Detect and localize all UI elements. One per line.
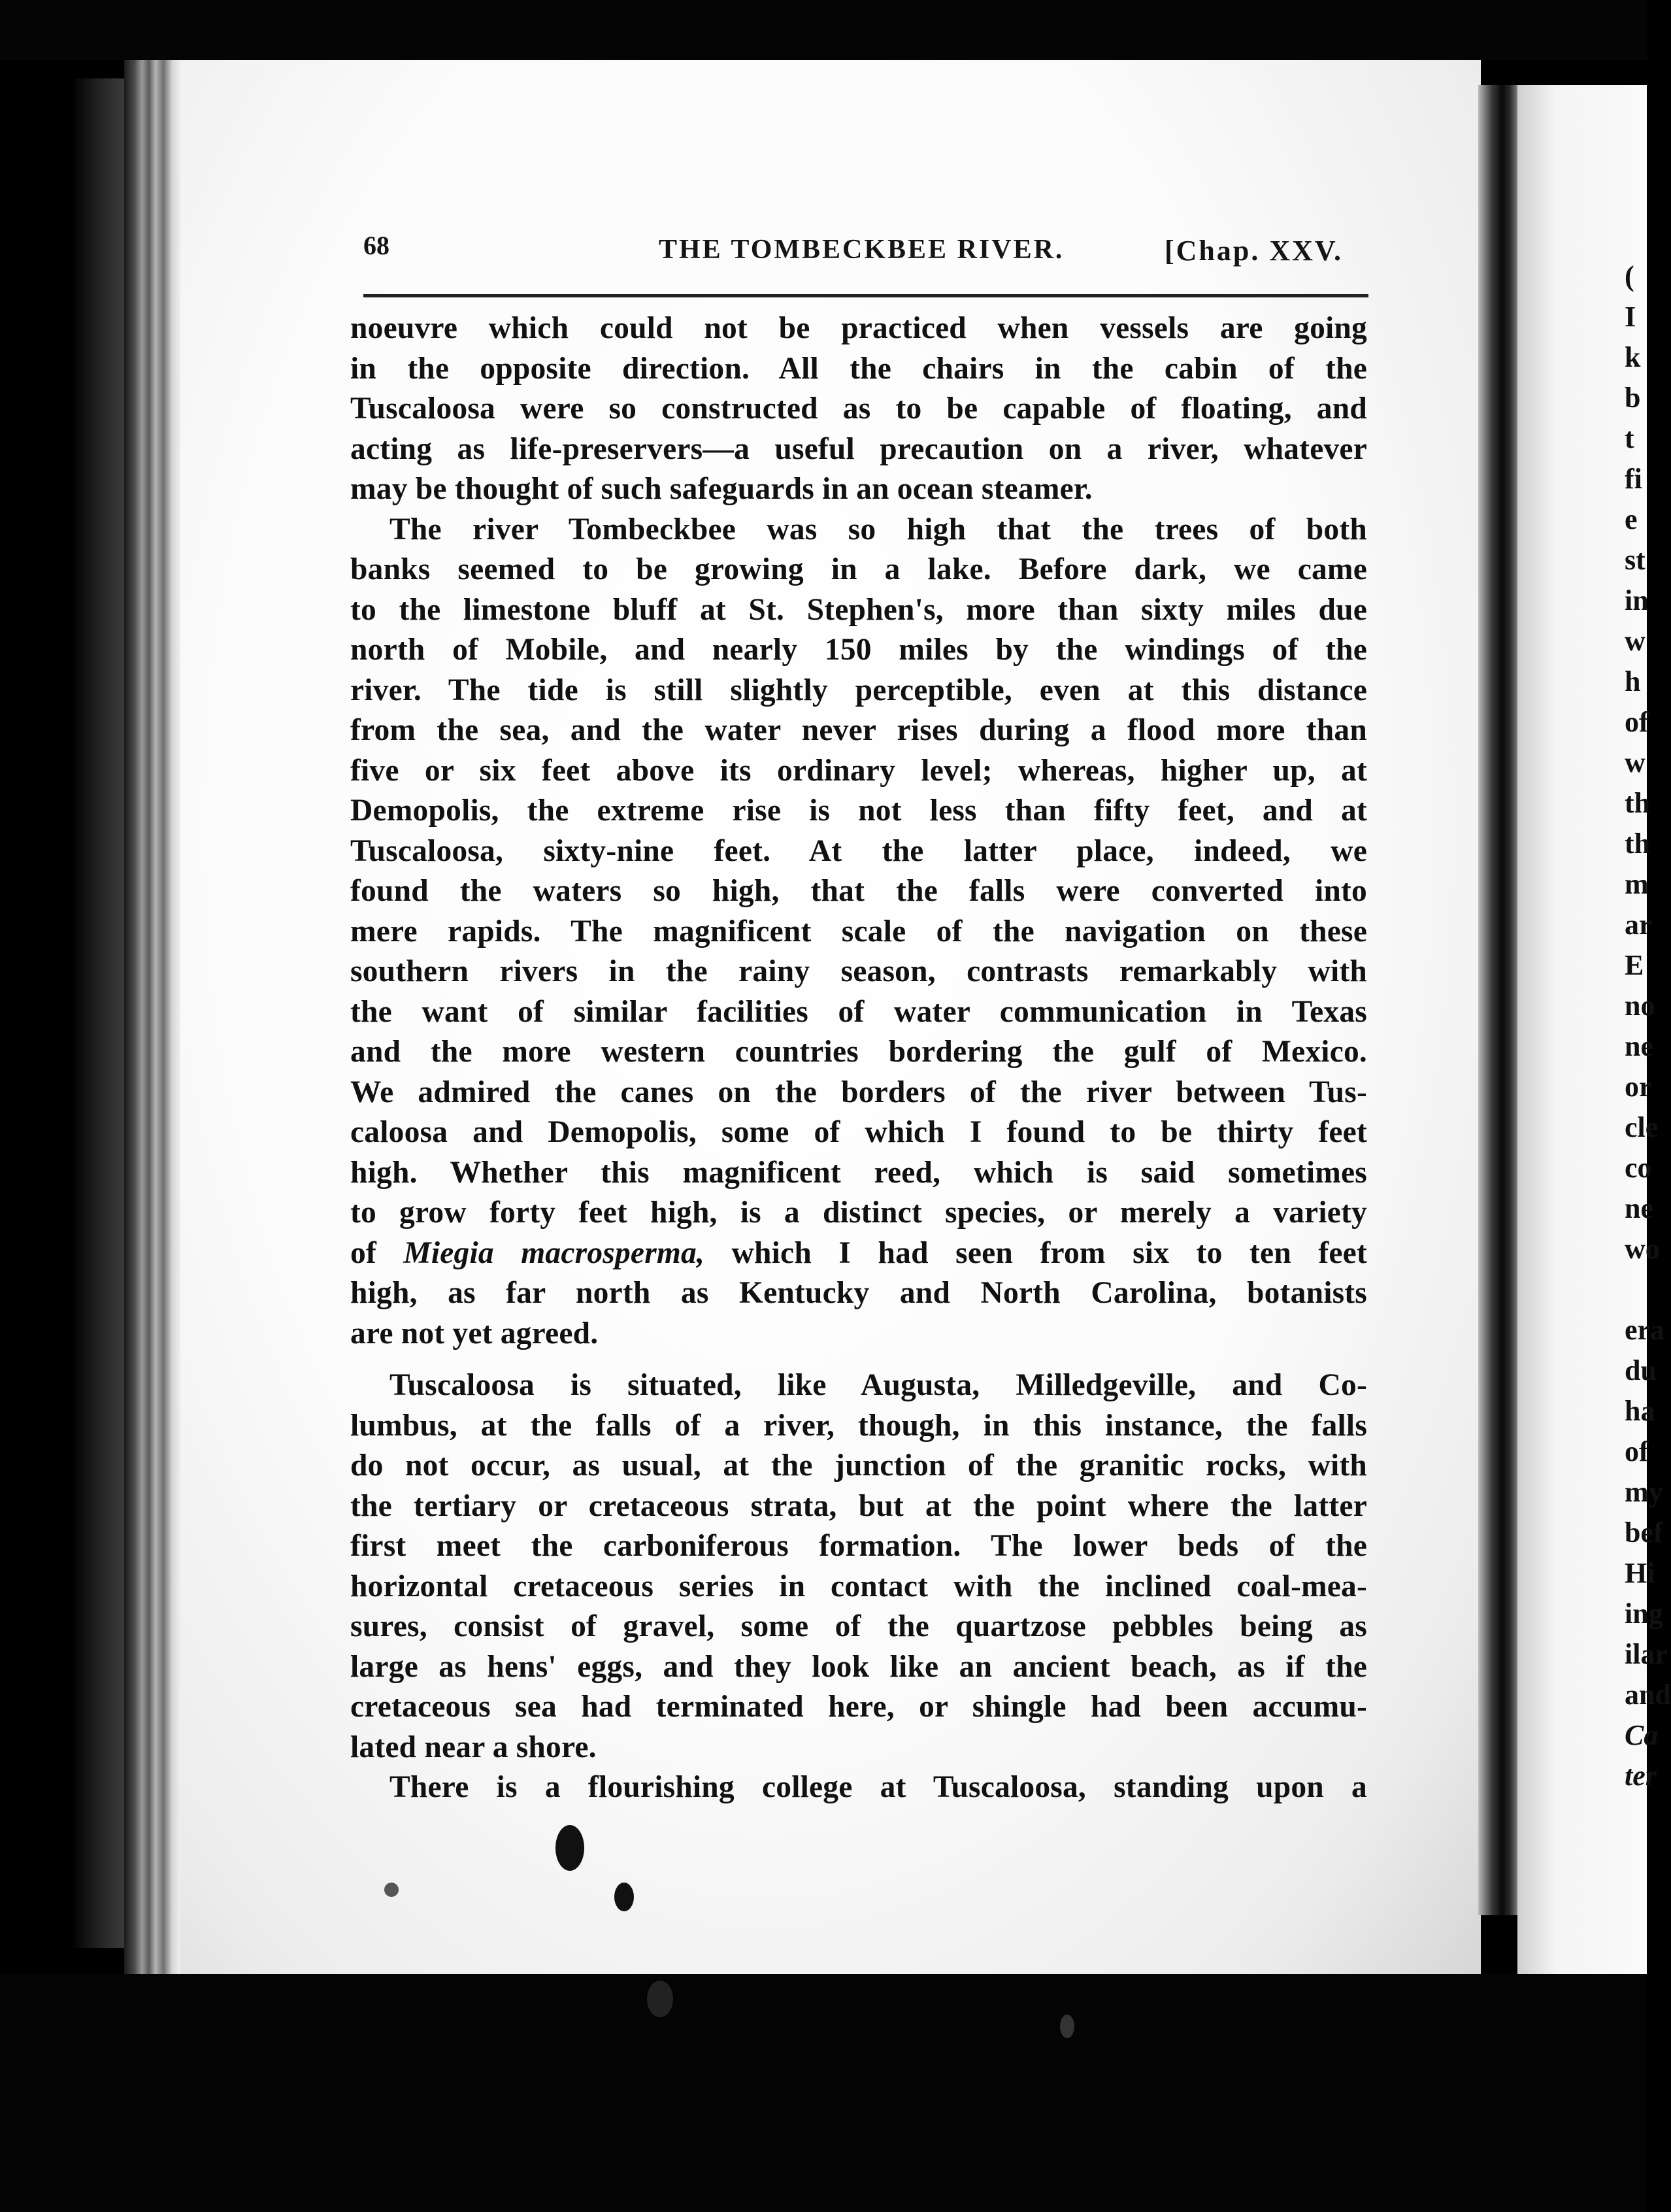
text-line: Tuscaloosa were so constructed as to be capable of floating, and: [350, 392, 1367, 426]
chapter-label: [Chap. XXV.: [1165, 235, 1344, 267]
text-line: horizontal cretaceous series in contact with the inclined coal-mea-: [350, 1569, 1367, 1603]
text-line: five or six feet above its ordinary level; whereas, higher up, at: [350, 753, 1367, 788]
text-line: may be thought of such safeguards in an ocean steamer.: [350, 472, 1093, 506]
text-line: the want of similar facilities of water communication in Texas: [350, 994, 1367, 1029]
text-line: sures, consist of gravel, some of the quartzose pebbles being as: [350, 1609, 1367, 1643]
paragraph-start: There is a flourishing college at Tuscaloosa, standing upon a: [389, 1770, 1367, 1804]
adjacent-page-text: ( I k b t fi e st in w h of w th th m ar E no ne or cle co ne wo era du ha of my bef Hi ing ilar and Ca ter: [1625, 260, 1671, 1792]
species-name: Miegia macrosperma,: [403, 1235, 705, 1270]
ink-blot: [614, 1883, 634, 1911]
head-rule: [363, 294, 1368, 297]
text-line: Tuscaloosa, sixty-nine feet. At the latter place, indeed, we: [350, 833, 1367, 868]
film-frame-bottom: [0, 1974, 1647, 2212]
paragraph-start: The river Tombeckbee was so high that the trees of both: [389, 512, 1367, 546]
text-line: first meet the carboniferous formation. The lower beds of the: [350, 1529, 1367, 1563]
text-line: lated near a shore.: [350, 1730, 597, 1764]
text-line: banks seemed to be growing in a lake. Before dark, we came: [350, 552, 1367, 586]
paragraph-start: Tuscaloosa is situated, like Augusta, Milledgeville, and Co-: [389, 1368, 1367, 1402]
ink-blot: [1060, 2015, 1074, 2038]
book-gutter: [1478, 85, 1517, 1915]
text-line: high, as far north as Kentucky and North Carolina, botanists: [350, 1276, 1367, 1310]
text-line: large as hens' eggs, and they look like an ancient beach, as if the: [350, 1649, 1367, 1684]
text-line: to the limestone bluff at St. Stephen's, more than sixty miles due: [350, 592, 1367, 627]
text-line: high. Whether this magnificent reed, which is said sometimes: [350, 1155, 1367, 1190]
text-line: cretaceous sea had terminated here, or shingle had been accumu-: [350, 1690, 1367, 1724]
text-line: lumbus, at the falls of a river, though, in this instance, the falls: [350, 1408, 1367, 1443]
text-line: Demopolis, the extreme rise is not less than fifty feet, and at: [350, 794, 1367, 828]
text-line: noeuvre which could not be practiced when vessels are going: [350, 311, 1367, 345]
text-line: north of Mobile, and nearly 150 miles by the windings of the: [350, 633, 1367, 667]
chapter-title: THE TOMBECKBEE RIVER.: [659, 235, 1065, 265]
text-line: river. The tide is still slightly perceptible, even at this distance: [350, 673, 1367, 707]
text-line: southern rivers in the rainy season, contrasts remarkably with: [350, 954, 1367, 988]
text-line: caloosa and Demopolis, some of which I found to be thirty feet: [350, 1115, 1367, 1149]
text-line: and the more western countries bordering the gulf of Mexico.: [350, 1035, 1367, 1069]
ink-blot: [647, 1981, 673, 2017]
text-line: acting as life-preservers—a useful precaution on a river, whatever: [350, 431, 1367, 466]
text-line: are not yet agreed.: [350, 1316, 599, 1350]
running-head: [363, 230, 1375, 276]
ink-blot: [384, 1883, 399, 1897]
ink-blot: [555, 1825, 584, 1871]
book-cover-edge: [72, 78, 124, 1948]
page-number: 68: [363, 231, 389, 260]
text-line: in the opposite direction. All the chairs in the cabin of the: [350, 351, 1367, 386]
book-page-edges: [124, 60, 180, 1974]
body-text: [350, 309, 1367, 1808]
text-line: the tertiary or cretaceous strata, but at the point where the latter: [350, 1488, 1367, 1523]
text-line: found the waters so high, that the falls were converted into: [350, 874, 1367, 908]
text-line: from the sea, and the water never rises during a flood more than: [350, 713, 1367, 747]
text-line: do not occur, as usual, at the junction of the granitic rocks, with: [350, 1449, 1367, 1483]
text-line: mere rapids. The magnificent scale of the navigation on these: [350, 914, 1367, 948]
text-line: to grow forty feet high, is a distinct species, or merely a variety: [350, 1196, 1367, 1230]
text-line: We admired the canes on the borders of the river between Tus-: [350, 1075, 1367, 1109]
film-frame-top: [0, 0, 1647, 60]
text-line-with-italic: of Miegia macrosperma, which I had seen from six to ten feet: [350, 1235, 1367, 1270]
